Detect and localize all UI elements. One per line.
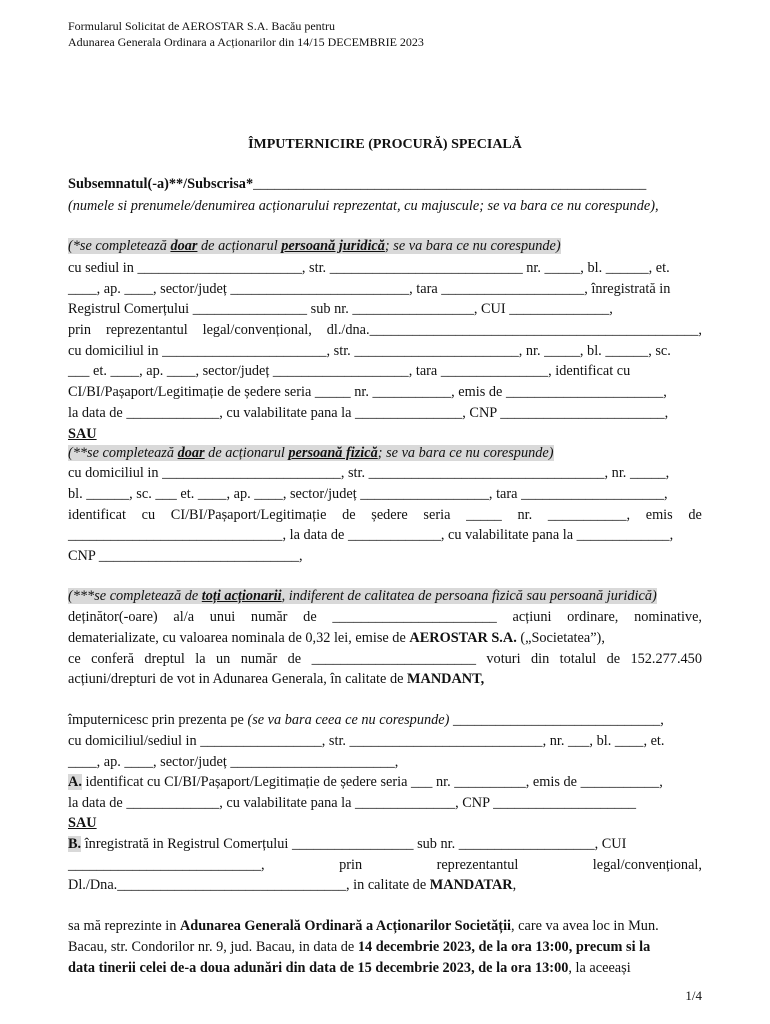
fizic-line-3-w2: cu <box>141 507 156 523</box>
fizic-line-3-w6: seria <box>423 507 451 523</box>
toti-intro-b: , indiferent de calitatea de persoana fizică sau persoană juridică) <box>281 588 657 604</box>
toti-line-1-w5: de <box>303 609 317 625</box>
toti-line-1-w2: al/a <box>173 609 195 625</box>
juridic-intro-a: (*se completează <box>68 238 171 254</box>
juridic-line-4-w3: legal/convențional, <box>202 322 312 338</box>
toti-intro-toti: toți acționarii <box>201 588 282 604</box>
toti-line-2 <box>68 629 605 647</box>
imputernicesc-line-1-a: împuternicesc prin prezenta pe <box>68 712 248 728</box>
final-line-1 <box>68 917 659 935</box>
fizic-line-4: ______________________________, la data de _____________, cu valabilitate pana la _____________, <box>68 527 674 543</box>
toti-intro <box>68 587 657 605</box>
imputernicesc-line-8-mandatar: MANDATAR <box>429 877 513 893</box>
juridic-intro-c: ; se va bara ce nu corespunde) <box>384 238 561 254</box>
toti-line-4-mandant: MANDANT, <box>407 671 485 687</box>
sau-separator-2: SAU <box>68 815 97 831</box>
fizic-line-3-w7: _____ <box>466 507 502 523</box>
final-line-3-date: data tinerii celei de-a doua adunări din data de 15 decembrie 2023, de la ora 13:00 <box>68 960 569 976</box>
fizic-line-3-w4: de <box>342 507 356 523</box>
juridic-line-6: ___ et. ____, ap. ____, sector/județ ___________________, tara _______________, identificat cu <box>68 363 631 379</box>
fizic-intro <box>68 444 554 462</box>
toti-line-3-w1: ce <box>68 651 81 667</box>
option-b-label: B. <box>68 836 82 852</box>
imputernicesc-line-5: la data de _____________, cu valabilitate pana la ______________, CNP ____________________ <box>68 795 637 811</box>
juridic-line-8: la data de _____________, cu valabilitate pana la _______________, CNP _______________________, <box>68 405 669 421</box>
final-line-3 <box>68 959 631 977</box>
toti-line-3-w6: număr <box>240 651 278 667</box>
imputernicesc-line-1-note: (se va bara ceea ce nu corespunde) <box>247 712 450 728</box>
fizic-intro-doar: doar <box>177 445 205 461</box>
toti-line-1-w9: nominative, <box>634 609 702 625</box>
toti-line-3 <box>68 650 702 668</box>
juridic-line-4-w1: prin <box>68 322 92 338</box>
imputernicesc-line-8-a: Dl./Dna.________________________________, in calitate de <box>68 877 430 893</box>
imputernicesc-line-4-b: identificat cu CI/BI/Pașaport/Legitimație de ședere seria ___ nr. __________, emis de ___________, <box>81 774 663 790</box>
fizic-line-3 <box>68 506 702 524</box>
imputernicesc-line-7-w3: reprezentantul <box>436 857 519 873</box>
juridic-line-5: cu domiciliul in _______________________, str. _______________________, nr. _____, bl. ______, sc. <box>68 343 671 359</box>
fizic-intro-b: de acționarul <box>204 445 289 461</box>
toti-line-4 <box>68 670 484 688</box>
imputernicesc-line-7-w1: ___________________________, <box>68 857 265 873</box>
imputernicesc-line-1 <box>68 711 664 729</box>
imputernicesc-line-7-w2: prin <box>339 857 363 873</box>
juridic-intro <box>68 237 561 255</box>
toti-line-1-w7: acțiuni <box>512 609 552 625</box>
fizic-intro-c: ; se va bara ce nu corespunde) <box>377 445 554 461</box>
toti-line-4-a: acțiuni/drepturi de vot in Adunarea Generala, în calitate de <box>68 671 408 687</box>
fizic-line-3-w8: nr. <box>517 507 533 523</box>
juridic-line-4-w2: reprezentantul <box>105 322 188 338</box>
sau-separator-1: SAU <box>68 426 97 442</box>
juridic-line-7: CI/BI/Pașaport/Legitimație de ședere seria _____ nr. ___________, emis de ______________________, <box>68 384 667 400</box>
juridic-line-3: Registrul Comerțului ________________ sub nr. _________________, CUI ______________, <box>68 301 613 317</box>
toti-line-3-w7: de <box>287 651 302 667</box>
toti-line-3-w13: 152.277.450 <box>630 651 702 667</box>
toti-line-2-a: dematerializate, cu valoarea nominala de 0,32 lei, emise de <box>68 630 410 646</box>
header-line-1: Formularul Solicitat de AEROSTAR S.A. Bacău pentru <box>68 19 336 33</box>
toti-line-3-w3: dreptul <box>144 651 185 667</box>
imputernicesc-line-6 <box>68 835 626 853</box>
imputernicesc-line-1-c: _____________________________, <box>449 712 664 728</box>
imputernicesc-line-7-w4: legal/convențional, <box>592 857 702 873</box>
juridic-intro-pj: persoană juridică <box>281 238 385 254</box>
toti-line-1-w8: ordinare, <box>567 609 619 625</box>
fizic-line-3-w10: emis <box>645 507 673 523</box>
subsemnatul-note: (numele si prenumele/denumirea acționarului reprezentat, cu majuscule; se va bara ce nu corespunde), <box>68 198 659 214</box>
toti-line-3-w10: din <box>530 651 550 667</box>
toti-line-3-w11: totalul <box>559 651 597 667</box>
toti-line-2-c: („Societatea”), <box>516 630 605 646</box>
toti-intro-a: (***se completează de <box>68 588 202 604</box>
toti-line-3-w8: _______________________ <box>311 651 476 667</box>
juridic-intro-doar: doar <box>170 238 198 254</box>
imputernicesc-line-6-b: înregistrată in Registrul Comerțului _________________ sub nr. ___________________, CUI <box>81 836 627 852</box>
imputernicesc-line-7 <box>68 856 702 874</box>
toti-line-1-w1: deținător(-oare) <box>68 609 158 625</box>
fizic-line-3-w3: CI/BI/Pașaport/Legitimație <box>170 507 327 523</box>
juridic-intro-b: de acționarul <box>197 238 282 254</box>
toti-line-3-w4: la <box>195 651 206 667</box>
toti-line-3-w12: de <box>606 651 621 667</box>
juridic-line-1: cu sediul in _______________________, str. ___________________________ nr. _____, bl. ______, et. <box>68 260 670 276</box>
fizic-intro-pf: persoană fizică <box>288 445 378 461</box>
fizic-line-3-w9: ___________, <box>547 507 631 523</box>
toti-line-1 <box>68 608 702 626</box>
toti-line-3-w9: voturi <box>486 651 521 667</box>
option-a-label: A. <box>68 774 82 790</box>
imputernicesc-line-2: cu domiciliul/sediul in _________________, str. ___________________________, nr. ___, bl. ____, et. <box>68 733 665 749</box>
final-line-2-date: 14 decembrie 2023, de la ora 13:00, precum si la <box>357 939 651 955</box>
imputernicesc-line-4 <box>68 773 663 791</box>
toti-line-3-w5: un <box>216 651 231 667</box>
document-header <box>68 18 424 50</box>
toti-line-1-w6: _______________________ <box>332 609 497 625</box>
subsemnatul-label: Subsemnatul(-a)**/Subscrisa* <box>68 176 254 192</box>
subsemnatul-blank: _______________________________________________________ <box>253 176 647 192</box>
final-line-2-a: Bacau, str. Condorilor nr. 9, jud. Bacau, in data de <box>68 939 358 955</box>
fizic-line-2: bl. ______, sc. ___ et. ____, ap. ____, sector/județ __________________, tara ____________________, <box>68 486 668 502</box>
juridic-line-2: ____, ap. ____, sector/județ _________________________, tara ____________________, înregistrată in <box>68 281 671 297</box>
juridic-line-4-w4: dl./dna.______________________________________________, <box>326 322 702 338</box>
page-number: 1/4 <box>685 988 702 1003</box>
final-line-1-a: sa mă reprezinte in <box>68 918 180 934</box>
toti-line-1-w4: număr <box>250 609 288 625</box>
fizic-intro-a: (**se completează <box>68 445 178 461</box>
document-title: ÎMPUTERNICIRE (PROCURĂ) SPECIALĂ <box>248 137 522 152</box>
final-line-1-c: , care va avea loc in Mun. <box>511 918 659 934</box>
final-line-3-b: , la aceeași <box>568 960 631 976</box>
juridic-line-4 <box>68 321 702 339</box>
header-line-2: Adunarea Generala Ordinara a Acționarilor din 14/15 DECEMBRIE 2023 <box>68 35 424 49</box>
imputernicesc-line-8 <box>68 876 516 894</box>
imputernicesc-line-8-c: , <box>512 877 517 893</box>
imputernicesc-line-3: ____, ap. ____, sector/județ _______________________, <box>68 754 399 770</box>
fizic-line-5: CNP ____________________________, <box>68 548 303 564</box>
toti-line-3-w2: conferă <box>91 651 134 667</box>
final-line-2 <box>68 938 650 956</box>
toti-line-1-w3: unui <box>209 609 236 625</box>
fizic-line-3-w5: ședere <box>371 507 408 523</box>
subsemnatul-line <box>68 175 646 193</box>
final-line-1-meeting: Adunarea Generală Ordinară a Acționarilor Societății <box>179 918 512 934</box>
toti-line-2-company: AEROSTAR S.A. <box>409 630 517 646</box>
fizic-line-3-w1: identificat <box>68 507 126 523</box>
fizic-line-1: cu domiciliul in _________________________, str. _________________________________, nr. _____, <box>68 465 670 481</box>
fizic-line-3-w11: de <box>688 507 702 523</box>
